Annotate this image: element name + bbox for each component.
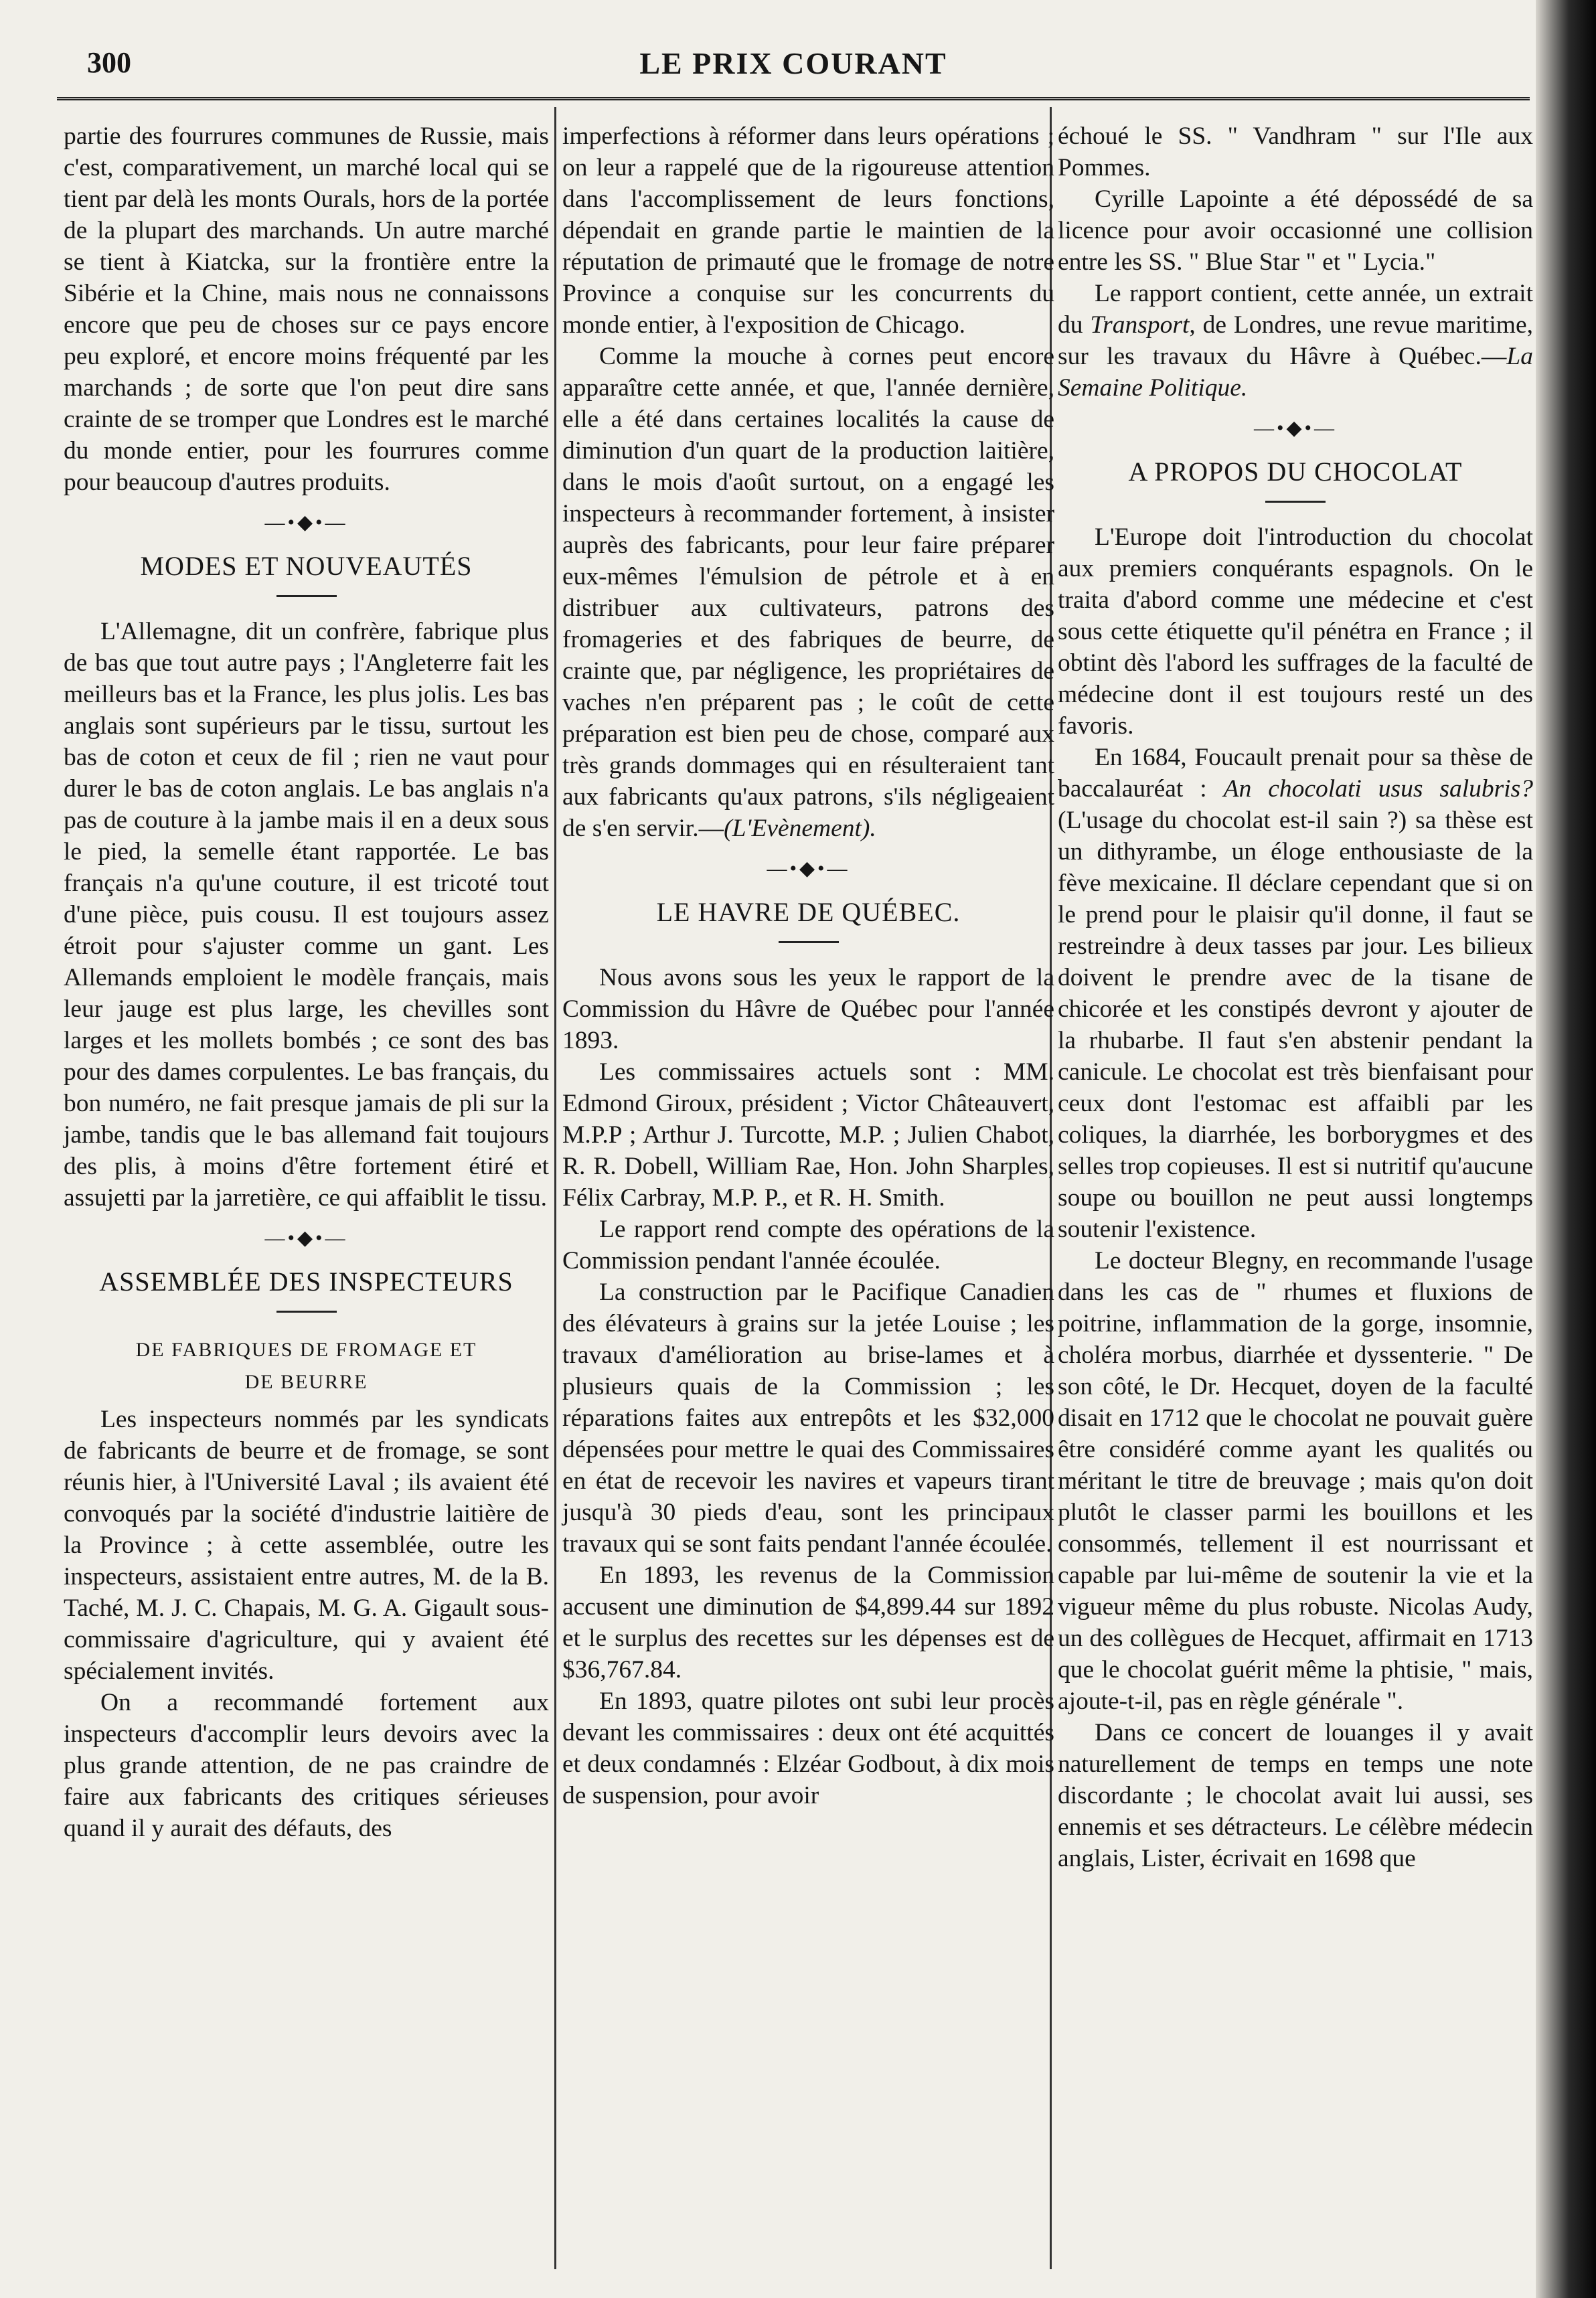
havre-continuation: échoué le SS. " Vandhram " sur l'Ile aux Pommes. <box>1058 122 1533 181</box>
column-divider-1 <box>554 107 556 2269</box>
chocolat-paragraph-2 <box>1058 742 1533 1245</box>
fourrures-continuation: partie des fourrures communes de Russie, mais c'est, comparativement, un marché local qui se tient par delà les monts Ourals, hors de la portée de la plupart des marchands. Un autre marché se tient à Kiatcka, sur la frontière entre la Sibérie et la Chine, mais nous ne connaissons encore que peu de choses sur ce pays encore peu exploré, et encore moins fréquenté par les marchands ; de sorte que l'on peut dire sans crainte de se tromper que Londres est le marché du monde entier, pour les fourrures comme pour beaucoup d'autres produits. <box>64 122 549 496</box>
chocolat-paragraph-3: Le docteur Blegny, en recommande l'usage dans les cas de " rhumes et fluxions de poitrine, inflammation de la gorge, insomnie, choléra morbus, diarrhée et dyssenterie. " De son côté, le Dr. Hecquet, doyen de la faculté disait en 1712 que le chocolat ne pouvait guère être considéré comme ayant les qualités ou méritant le titre de breuvage ; mais qu'on doit plutôt le classer parmi les bouillons et les consommés, tellement il est nourrissant et capable par lui-même de soutenir la vie et la vigueur même du plus robuste. Nicolas Audy, un des collègues de Hecquet, affirmait en 1713 que le chocolat guérit même la phtisie, " mais, ajoute-t-il, pas en règle générale ". <box>1058 1247 1533 1715</box>
running-title: LE PRIX COURANT <box>639 46 947 80</box>
chocolat-paragraph-1: L'Europe doit l'introduction du chocolat aux premiers conquérants espagnols. On le traita d'abord comme une médecine et c'est sous cette étiquette qu'il pénétra en France ; il obtint dès l'abord les suffrages de la faculté de médecine dont il est toujours resté un des favoris. <box>1058 523 1533 740</box>
assemblee-subtitle-line-2: DE BEURRE <box>244 1371 368 1393</box>
modes-paragraph: L'Allemagne, dit un confrère, fabrique plus de bas que tout autre pays ; l'Angleterre fait les meilleurs bas et la France, les plus jolis. Les bas anglais sont supérieurs par le tissu, surtout les bas de coton et ceux de fil ; rien ne vaut pour durer le bas de coton anglais. Le bas anglais n'a pas de couture à la jambe mais il en a deux sous le pied, la semelle étant rapportée. Le bas français n'a qu'une couture, il est tricoté tout d'une pièce, puis cousu. Il est toujours assez étroit pour s'ajuster comme un gant. Les Allemands emploient le modèle français, mais leur jauge est plus large, les chevilles sont larges et les mollets bombés ; ce sont des bas pour des dames corpulentes. Le bas français, du bon numéro, ne fait presque jamais de pli sur la jambe, tandis que le bas allemand fait toujours des plis, à moins d'être fortement étiré et assujetti par la jarretière, ce qui affaiblit le tissu. <box>64 618 549 1212</box>
havre-paragraph-2: Les commissaires actuels sont : MM. Edmond Giroux, président ; Victor Châteauvert, M.P.P ; Arthur J. Turcotte, M.P. ; Julien Chabot, R. R. Dobell, William Rae, Hon. John Sharples, Félix Carbray, M.P. P., et R. H. Smith. <box>562 1058 1054 1212</box>
modes-section-title: MODES ET NOUVEAUTÉS <box>140 551 473 581</box>
page-header <box>87 40 1500 87</box>
mouche-text: Comme la mouche à cornes peut encore apparaître cette année, et que, l'année dernière, elle a été dans certaines localités la cause de diminution d'un quart de la production laitière, dans le mois d'août surtout, on a engagé les inspecteurs à recommander fortement, à insister auprès des fabricants, pour leur faire préparer eux-mêmes l'émulsion de pétrole et à en distribuer aux cultivateurs, patrons des fromageries et des fabriques de beurre, de crainte que, par négligence, les propriétaires de vaches n'en préparent pas ; le coût de cette préparation est bien peu de chose, comparé aux très grands dommages qui en résulteraient tant aux fabricants qu'aux patrons, s'ils négligeaient de s'en servir.— <box>562 343 1054 842</box>
assemblee-paragraph-1: Les inspecteurs nommés par les syndicats de fabricants de beurre et de fromage, se sont réunis hier, à l'Université Laval ; ils avaient été convoqués par la société d'industrie laitière de la Province ; à cette assemblée, outre les inspecteurs, assistaient entre autres, M. de la B. Taché, M. J. C. Chapais, M. G. A. Gigault sous-commissaire d'agriculture, qui y avaient été spécialement invités. <box>64 1406 549 1685</box>
page-edge-shadow <box>1536 0 1596 2298</box>
chocolat-p2-a: En 1684, Foucault prenait pour sa thèse de baccalauréat : <box>1058 744 1533 803</box>
chocolat-section-title: A PROPOS DU CHOCOLAT <box>1128 457 1463 487</box>
page-number: 300 <box>87 46 131 79</box>
assemblee-continuation: imperfections à réformer dans leurs opérations ; on leur a rappelé que de la rigoureuse attention dans l'accomplissement de leurs fonctions, dépendait en grande partie le maintien de la réputation de primauté que le fromage de notre Province a conquise sur les concurrents du monde entier, à l'exposition de Chicago. <box>562 122 1054 339</box>
rapport-transport: Transport <box>1090 311 1190 339</box>
title-rule <box>779 941 839 943</box>
assemblee-paragraph-2: On a recommandé fortement aux inspecteurs d'accomplir leurs devoirs avec la plus grande attention, de ne pas craindre de faire aux fabricants des critiques sérieuses quand il y aurait des défauts, des <box>64 1689 549 1842</box>
column-3 <box>1058 120 1533 1874</box>
mouche-paragraph <box>562 341 1054 844</box>
rapport-text-a: Le rapport contient, cette année, un extrait du <box>1058 280 1533 339</box>
rapport-source: La Semaine Politique. <box>1058 343 1533 402</box>
assemblee-section-title: ASSEMBLÉE DES INSPECTEURS <box>99 1266 513 1297</box>
havre-paragraph-3: Le rapport rend compte des opérations de la Commission pendant l'année écoulée. <box>562 1216 1054 1275</box>
section-ornament: —•◆•— <box>1253 417 1338 439</box>
chocolat-p2-b: (L'usage du chocolat est-il sain ?) sa thèse est un dithyrambe, un éloge enthousiaste de la fève mexicaine. Il déclare cependant que si on le prend pour le plaisir qu'il donne, il faut se restreindre à deux tasses par jour. Les bilieux doivent le prendre avec de la tisane de chicorée et les constipés devront y ajouter de la rhubarbe. Il faut s'en abstenir pendant la canicule. Le chocolat est très bienfaisant pour ceux dont l'estomac est affaibli par les coliques, la diarrhée, les borborygmes et des selles trop copieuses. Il est si nutritif qu'aucune soupe ou bouillon ne peut aussi longtemps soutenir l'existence. <box>1058 807 1533 1243</box>
section-ornament: —•◆•— <box>767 857 850 880</box>
title-rule <box>1265 501 1326 503</box>
havre-section-title: LE HAVRE DE QUÉBEC. <box>656 897 961 927</box>
column-1 <box>64 120 549 1844</box>
havre-paragraph-5: En 1893, les revenus de la Commission accusent une diminution de $4,899.44 sur 1892 et le surplus des recettes sur les dépenses est de $36,767.84. <box>562 1562 1054 1684</box>
title-rule <box>276 1311 337 1313</box>
havre-paragraph-4: La construction par le Pacifique Canadien des élévateurs à grains sur la jetée Louise ; les travaux d'amélioration au brise-lames et à plusieurs quais de la Commission ; les réparations faites aux entrepôts et les $32,000 dépensées pour mettre le quai des Commissaires en état de recevoir les navires et vapeurs tirant jusqu'à 30 pieds d'eau, sont les principaux travaux qui se sont faits pendant l'année écoulée. <box>562 1279 1054 1558</box>
section-ornament: —•◆•— <box>264 1227 348 1249</box>
havre-paragraph-1: Nous avons sous les yeux le rapport de la Commission du Hâvre de Québec pour l'année 1893. <box>562 964 1054 1054</box>
chocolat-paragraph-4: Dans ce concert de louanges il y avait naturellement de temps en temps une note discordante ; le chocolat avait lui aussi, ses ennemis et ses détracteurs. Le célèbre médecin anglais, Lister, écrivait en 1698 que <box>1058 1719 1533 1872</box>
lapointe-paragraph: Cyrille Lapointe a été dépossédé de sa licence pour avoir occasionné une collision entre les SS. " Blue Star " et " Lycia." <box>1058 185 1533 276</box>
column-2 <box>562 120 1054 1811</box>
havre-paragraph-6: En 1893, quatre pilotes ont subi leur procès devant les commissaires : deux ont été acquittés et deux condamnés : Elzéar Godbout, à dix mois de suspension, pour avoir <box>562 1688 1054 1809</box>
header-rule <box>57 97 1530 100</box>
chocolat-thesis-title: An chocolati usus salubris? <box>1223 775 1533 803</box>
section-ornament: —•◆•— <box>264 511 348 534</box>
title-rule <box>276 595 337 597</box>
assemblee-subtitle-line-1: DE FABRIQUES DE FROMAGE ET <box>135 1339 477 1361</box>
rapport-text-b: , de Londres, une revue maritime, sur les travaux du Hâvre à Québec.— <box>1058 311 1533 370</box>
mouche-source: (L'Evènement). <box>724 815 876 842</box>
rapport-paragraph <box>1058 278 1533 404</box>
